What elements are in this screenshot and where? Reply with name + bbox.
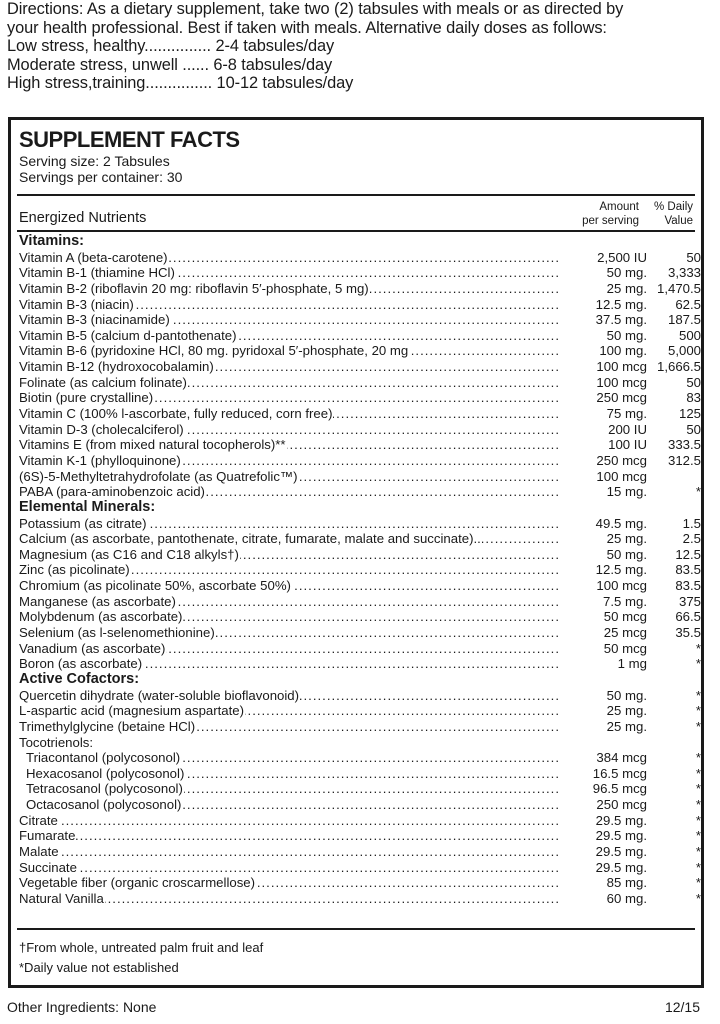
- amount-per-serving: 7.5 mg.: [603, 593, 647, 609]
- nutrient-name: [19, 406, 559, 422]
- amount-per-serving: 100 mcg: [596, 468, 647, 484]
- nutrient-name: [19, 547, 559, 563]
- daily-value: 50: [686, 249, 701, 265]
- daily-value: *: [695, 781, 701, 797]
- nutrient-name-text: Citrate: [19, 812, 58, 828]
- nutrient-name: [19, 797, 559, 813]
- nutrient-name-text: Elemental Minerals:: [19, 499, 156, 515]
- nutrient-name-text: Triacontanol (polycosonol): [19, 750, 181, 765]
- nutrient-name-text: Manganese (as ascorbate): [19, 593, 176, 609]
- daily-value: 83: [686, 390, 701, 406]
- amount-per-serving: 100 mg.: [599, 343, 647, 359]
- nutrient-name-text: Tocotrienols:: [19, 734, 94, 750]
- divider: [17, 230, 695, 232]
- directions-block: [7, 0, 713, 93]
- footnote-daily-value: *Daily value not established: [19, 960, 179, 975]
- nutrient-name-text: Potassium (as citrate): [19, 515, 147, 531]
- nutrient-name-text: Fumarate: [19, 828, 76, 844]
- nutrient-name: [19, 860, 559, 876]
- amount-per-serving: 12.5 mg.: [595, 296, 647, 312]
- section-heading: [19, 234, 695, 250]
- daily-value: *: [695, 828, 701, 844]
- nutrient-row: [19, 593, 701, 610]
- nutrient-name: [19, 844, 559, 860]
- dose-low-stress: Low stress, healthy............... 2-4 tabsules/day: [7, 37, 335, 56]
- nutrient-row: [19, 640, 701, 657]
- nutrient-name-text: Vitamins:: [19, 234, 85, 249]
- amount-per-serving: 250 mcg: [596, 390, 647, 406]
- nutrient-name: [19, 328, 559, 344]
- daily-value: 66.5: [675, 609, 701, 625]
- nutrient-name-text: Quercetin dihydrate (water-soluble bioflavonoid): [19, 687, 300, 703]
- nutrient-name-text: Hexacosanol (polycosonol): [19, 766, 185, 781]
- nutrient-name-text: Biotin (pure crystalline): [19, 390, 154, 406]
- nutrient-name: [19, 359, 559, 375]
- nutrient-name: [19, 891, 559, 907]
- nutrient-name-text: Vitamin C (100% l-ascorbate, fully reduced, corn free): [19, 406, 333, 422]
- nutrient-row: [19, 249, 701, 266]
- daily-value: *: [695, 875, 701, 891]
- nutrient-name-text: Zinc (as picolinate): [19, 562, 130, 578]
- daily-value: 333.5: [667, 437, 701, 453]
- nutrient-name: [19, 453, 559, 469]
- nutrient-name-text: Trimethylglycine (betaine HCl): [19, 718, 196, 734]
- nutrient-row: [19, 296, 701, 313]
- nutrient-row: [19, 265, 701, 281]
- subsection-heading: [19, 735, 695, 751]
- daily-value: 5,000: [667, 343, 701, 359]
- column-header-amount-line2: per serving: [582, 215, 639, 227]
- section-heading: [19, 500, 695, 516]
- daily-value: *: [695, 890, 701, 906]
- nutrient-row: [19, 484, 701, 500]
- amount-per-serving: 60 mg.: [606, 890, 647, 906]
- amount-per-serving: 85 mg.: [606, 875, 647, 891]
- nutrient-name: [19, 531, 559, 547]
- nutrient-row: [19, 437, 701, 453]
- amount-per-serving: 25 mg.: [606, 703, 647, 719]
- nutrient-name: [19, 437, 559, 453]
- nutrient-row: [19, 765, 701, 782]
- amount-per-serving: 250 mcg: [596, 452, 647, 468]
- column-header-dv-line1: % Daily: [654, 201, 693, 213]
- nutrient-name-text: Vegetable fiber (organic croscarmellose): [19, 875, 256, 891]
- amount-per-serving: 384 mcg: [596, 750, 647, 766]
- daily-value: *: [695, 750, 701, 766]
- nutrient-name: [19, 250, 559, 266]
- daily-value: *: [695, 640, 701, 656]
- serving-info: [19, 153, 182, 185]
- nutrient-name-text: Calcium (as ascorbate, pantothenate, citrate, fumarate, malate and succinate)..: [19, 531, 481, 547]
- footnote-palm: †From whole, untreated palm fruit and leaf: [19, 940, 264, 955]
- nutrient-name: [19, 719, 559, 735]
- nutrient-name: [19, 750, 559, 766]
- nutrient-name-text: Natural Vanilla: [19, 890, 104, 906]
- nutrient-name-text: Vitamin K-1 (phylloquinone): [19, 452, 181, 468]
- daily-value: *: [695, 812, 701, 828]
- daily-value: 1,470.5: [657, 280, 701, 296]
- nutrient-row: [19, 812, 701, 829]
- nutrient-name: [19, 516, 559, 532]
- nutrient-name: [19, 656, 559, 672]
- nutrient-row: [19, 797, 701, 813]
- servings-per-container: Servings per container: 30: [19, 169, 183, 185]
- directions-line: Directions: As a dietary supplement, take two (2) tabsules with meals or as directed by: [7, 0, 624, 18]
- amount-per-serving: 50 mcg: [603, 640, 647, 656]
- nutrient-name: [19, 875, 559, 891]
- nutrient-name-text: Vitamin B-2 (riboflavin 20 mg: riboflavin 5′-phosphate, 5 mg): [19, 280, 369, 296]
- nutrient-row: [19, 421, 701, 438]
- daily-value: 1,666.5: [657, 359, 701, 375]
- nutrient-row: [19, 781, 701, 797]
- nutrient-name: [19, 469, 559, 485]
- nutrient-name-text: Malate: [19, 843, 59, 859]
- nutrient-name-text: Succinate: [19, 859, 77, 875]
- amount-per-serving: 37.5 mg.: [595, 312, 647, 328]
- nutrient-name: [19, 265, 559, 281]
- nutrient-row: [19, 562, 701, 578]
- divider: [17, 194, 695, 196]
- daily-value: 1.5: [682, 515, 701, 531]
- nutrient-name-text: Selenium (as l-selenomethionine): [19, 625, 215, 641]
- nutrient-row: [19, 890, 701, 907]
- daily-value: 2.5: [682, 531, 701, 547]
- nutrient-row: [19, 828, 701, 844]
- nutrient-row: [19, 859, 701, 876]
- divider: [17, 928, 695, 930]
- amount-per-serving: 29.5 mg.: [595, 859, 647, 875]
- daily-value: 500: [678, 327, 701, 343]
- nutrient-name: [19, 500, 559, 516]
- daily-value: *: [695, 718, 701, 734]
- nutrient-name: [19, 562, 559, 578]
- amount-per-serving: 29.5 mg.: [595, 843, 647, 859]
- amount-per-serving: 2,500 IU: [597, 249, 647, 265]
- nutrient-row: [19, 843, 701, 860]
- amount-per-serving: 49.5 mg.: [595, 515, 647, 531]
- nutrient-name-text: L-aspartic acid (magnesium aspartate): [19, 703, 245, 719]
- panel-title: SUPPLEMENT FACTS: [19, 127, 240, 152]
- amount-per-serving: 50 mg.: [606, 265, 647, 281]
- nutrient-row: [19, 718, 701, 735]
- amount-per-serving: 15 mg.: [606, 484, 647, 500]
- amount-per-serving: 29.5 mg.: [595, 812, 647, 828]
- nutrient-name: [19, 641, 559, 657]
- nutrient-row: [19, 327, 701, 344]
- nutrient-name: [19, 688, 559, 704]
- directions-line: your health professional. Best if taken with meals. Alternative daily doses as follows:: [7, 18, 607, 37]
- amount-per-serving: 12.5 mg.: [595, 562, 647, 578]
- amount-per-serving: 100 mcg: [596, 359, 647, 375]
- date-code: 12/15: [664, 999, 700, 1015]
- column-header-dv-line2: Value: [664, 215, 693, 227]
- nutrient-name-text: Chromium (as picolinate 50%, ascorbate 50%): [19, 578, 291, 594]
- nutrient-name: [19, 672, 559, 688]
- serving-size: Serving size: 2 Tabsules: [19, 153, 170, 169]
- dose-high-stress: High stress,training............... 10-12 tabsules/day: [7, 74, 354, 93]
- nutrient-row: [19, 515, 701, 532]
- nutrient-name: [19, 297, 559, 313]
- nutrient-name: [19, 390, 559, 406]
- daily-value: 312.5: [667, 452, 701, 468]
- daily-value: *: [695, 797, 701, 813]
- nutrient-name: [19, 813, 559, 829]
- column-header-nutrients: Energized Nutrients: [19, 210, 147, 226]
- nutrient-name-text: Vitamin B-5 (calcium d-pantothenate): [19, 327, 237, 343]
- nutrient-name-text: Vitamin B-3 (niacin): [19, 296, 134, 312]
- daily-value: 50: [686, 421, 701, 437]
- amount-per-serving: 75 mg.: [606, 406, 647, 422]
- nutrient-row: [19, 578, 701, 594]
- nutrient-name: [19, 735, 559, 751]
- nutrient-name: [19, 484, 559, 500]
- nutrient-name: [19, 375, 559, 391]
- column-header-amount-line1: Amount: [599, 201, 639, 213]
- amount-per-serving: 25 mg.: [606, 718, 647, 734]
- amount-per-serving: 50 mg.: [606, 687, 647, 703]
- daily-value: *: [695, 687, 701, 703]
- nutrient-name-text: Vitamin B-6 (pyridoxine HCl, 80 mg. pyridoxal 5′-phosphate, 20 mg: [19, 343, 409, 359]
- daily-value: 62.5: [675, 296, 701, 312]
- nutrient-name-text: Boron (as ascorbate): [19, 656, 143, 672]
- nutrient-name-text: PABA (para-aminobenzoic acid): [19, 484, 205, 500]
- daily-value: 3,333: [667, 265, 701, 281]
- nutrient-name: [19, 609, 559, 625]
- nutrient-name-text: Active Cofactors:: [19, 671, 140, 687]
- nutrient-name-text: Folinate (as calcium folinate): [19, 374, 187, 390]
- nutrient-name-text: Tetracosanol (polycosonol): [19, 781, 184, 796]
- nutrient-name: [19, 312, 559, 328]
- nutrient-row: [19, 452, 701, 469]
- nutrient-name: [19, 766, 559, 782]
- nutrient-row: [19, 390, 701, 406]
- column-header-amount: [559, 200, 639, 228]
- amount-per-serving: 200 IU: [608, 421, 647, 437]
- daily-value: *: [695, 859, 701, 875]
- daily-value: *: [695, 765, 701, 781]
- nutrient-row: [19, 875, 701, 891]
- nutrient-name-text: Vitamin B-3 (niacinamide): [19, 312, 170, 328]
- amount-per-serving: 16.5 mcg: [592, 765, 647, 781]
- daily-value: 125: [678, 406, 701, 422]
- nutrient-name: [19, 578, 559, 594]
- amount-per-serving: 1 mg: [617, 656, 647, 672]
- nutrient-name: [19, 594, 559, 610]
- amount-per-serving: 100 IU: [608, 437, 647, 453]
- daily-value: 35.5: [675, 625, 701, 641]
- daily-value: *: [695, 484, 701, 500]
- nutrient-row: [19, 750, 701, 766]
- amount-per-serving: 25 mg.: [606, 531, 647, 547]
- daily-value: 12.5: [675, 546, 701, 562]
- nutrient-name-text: Octacosanol (polycosonol): [19, 797, 182, 812]
- amount-per-serving: 25 mg.: [606, 280, 647, 296]
- nutrient-name-text: (6S)-5-Methyltetrahydrofolate (as Quatrefolic™): [19, 468, 298, 484]
- nutrient-name-text: Magnesium (as C16 and C18 alkyls†): [19, 546, 239, 562]
- amount-per-serving: 50 mg.: [606, 327, 647, 343]
- amount-per-serving: 50 mg.: [606, 546, 647, 562]
- nutrient-name: [19, 281, 559, 297]
- nutrient-name: [19, 422, 559, 438]
- amount-per-serving: 25 mcg: [603, 625, 647, 641]
- daily-value: 83.5: [675, 562, 701, 578]
- daily-value: 50: [686, 374, 701, 390]
- nutrient-name: [19, 781, 559, 797]
- nutrient-row: [19, 469, 695, 485]
- nutrient-name-text: Vitamin D-3 (cholecalciferol): [19, 421, 184, 437]
- nutrient-row: [19, 406, 701, 422]
- amount-per-serving: 29.5 mg.: [595, 828, 647, 844]
- amount-per-serving: 100 mcg: [596, 374, 647, 390]
- nutrient-name-text: Vitamin A (beta-carotene): [19, 249, 168, 265]
- nutrient-name: [19, 343, 559, 359]
- column-header-daily-value: [647, 200, 693, 228]
- daily-value: 375: [678, 593, 701, 609]
- nutrient-name: [19, 625, 559, 641]
- nutrient-name-text: Vitamin B-12 (hydroxocobalamin): [19, 359, 214, 375]
- nutrient-row: [19, 359, 701, 375]
- amount-per-serving: 50 mcg: [603, 609, 647, 625]
- nutrient-row: [19, 656, 701, 672]
- nutrient-row: [19, 374, 701, 391]
- footnotes: [19, 938, 263, 978]
- nutrient-row: [19, 312, 701, 328]
- nutrient-row: [19, 531, 701, 547]
- dose-moderate-stress: Moderate stress, unwell ...... 6-8 tabsules/day: [7, 55, 333, 74]
- nutrient-name: [19, 828, 559, 844]
- nutrient-name: [19, 703, 559, 719]
- amount-per-serving: 100 mcg: [596, 578, 647, 594]
- section-heading: [19, 672, 695, 688]
- nutrient-name-text: Vanadium (as ascorbate): [19, 640, 166, 656]
- nutrient-row: [19, 280, 701, 297]
- nutrient-name-text: Vitamins E (from mixed natural tocopherols)**: [19, 437, 286, 453]
- daily-value: *: [695, 656, 701, 672]
- daily-value: 83.5: [675, 578, 701, 594]
- nutrient-row: [19, 625, 701, 641]
- supplement-facts-panel: [8, 117, 704, 988]
- nutrient-row: [19, 343, 701, 359]
- amount-per-serving: 250 mcg: [596, 797, 647, 813]
- daily-value: *: [695, 703, 701, 719]
- amount-per-serving: 96.5 mcg: [592, 781, 647, 797]
- nutrient-row: [19, 687, 701, 704]
- nutrient-name-text: Vitamin B-1 (thiamine HCl): [19, 265, 175, 281]
- nutrient-name: [19, 234, 559, 250]
- nutrient-name-text: Molybdenum (as ascorbate): [19, 609, 183, 625]
- other-ingredients: Other Ingredients: None: [7, 999, 157, 1015]
- nutrient-row: [19, 609, 701, 625]
- nutrient-row: [19, 703, 701, 719]
- daily-value: 187.5: [667, 312, 701, 328]
- nutrient-row: [19, 546, 701, 563]
- nutrient-table: [19, 234, 701, 907]
- daily-value: *: [695, 843, 701, 859]
